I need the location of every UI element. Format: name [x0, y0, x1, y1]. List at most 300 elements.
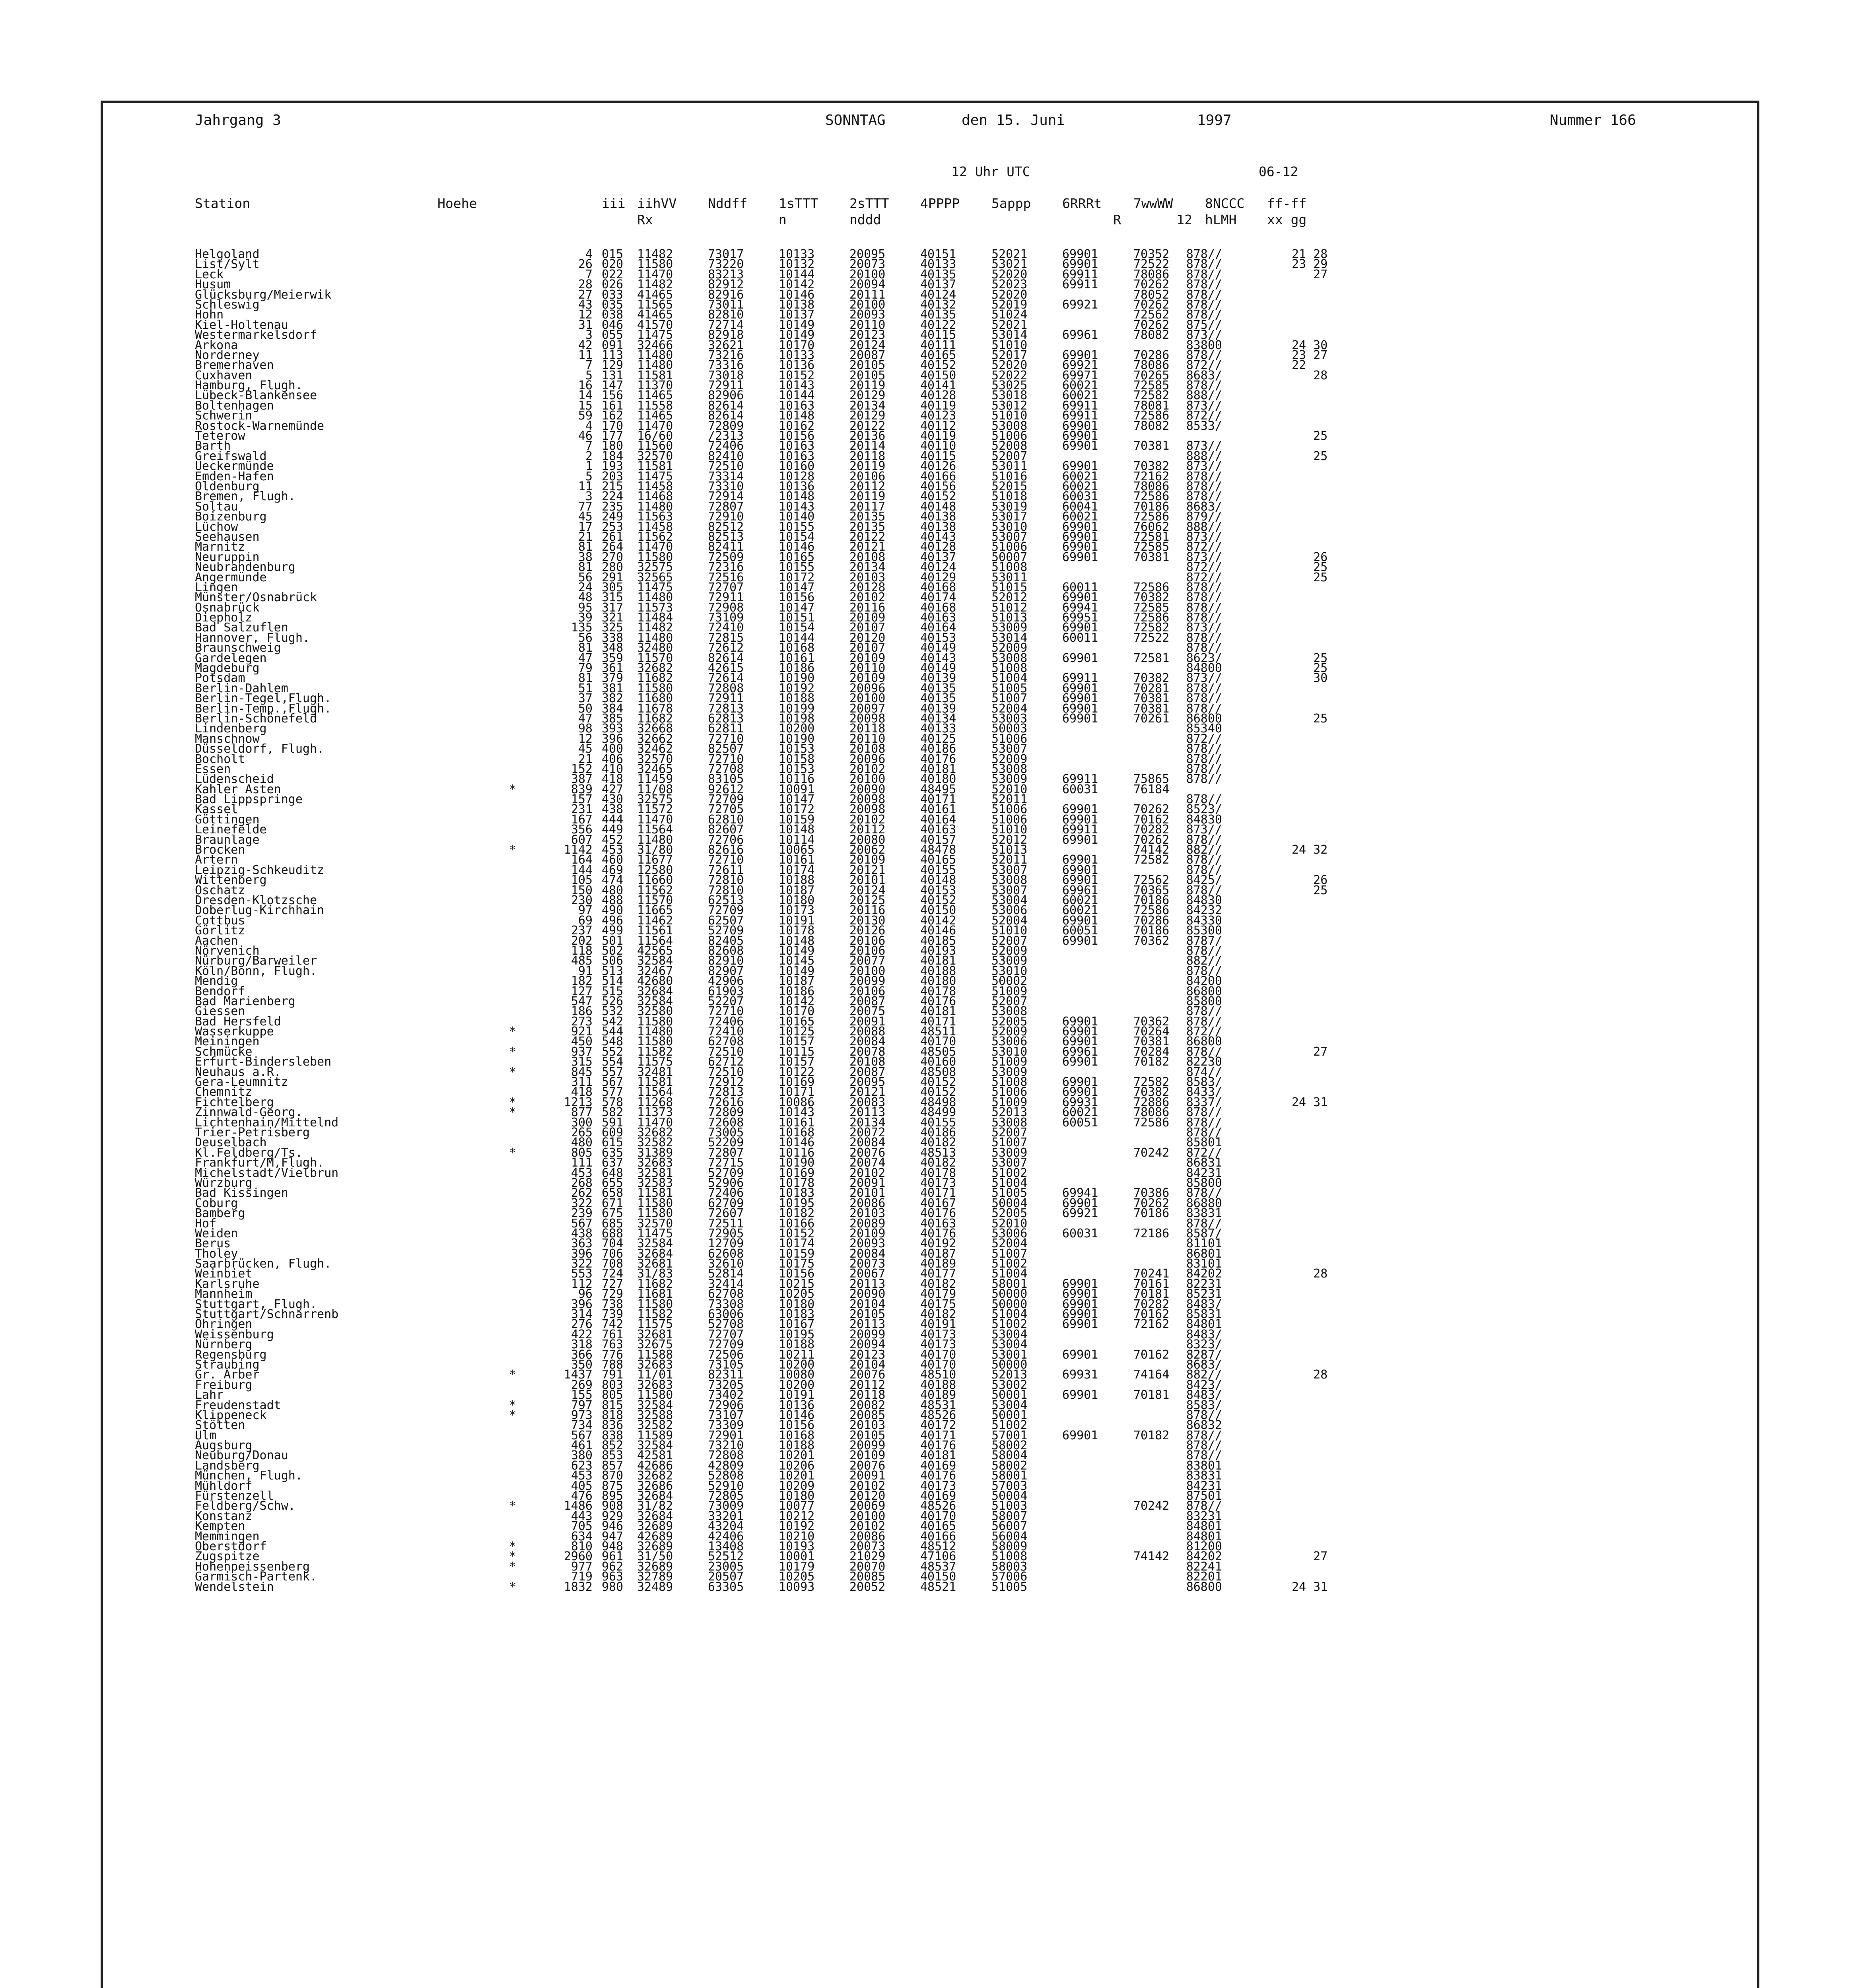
group-iihvv: 11580: [637, 1206, 673, 1221]
group-7wwww: 72582: [1133, 853, 1170, 867]
group-2sttt: 20077: [849, 954, 886, 968]
group-6rrrt: 69901: [1062, 1277, 1098, 1291]
group-7wwww: 70262: [1133, 318, 1170, 332]
group-iihvv: 12580: [637, 863, 673, 877]
station-number: 761: [602, 1327, 624, 1342]
group-4pppp: 48478: [920, 843, 956, 857]
group-4pppp: 40189: [920, 1388, 956, 1402]
group-6rrrt: 69901: [1062, 802, 1098, 817]
group-1sttt: 10192: [779, 1519, 815, 1534]
group-4pppp: 40173: [920, 1176, 956, 1190]
station-name: Lindenberg: [195, 722, 267, 736]
group-nddff: 72608: [708, 1115, 744, 1130]
group-nddff: /2313: [708, 429, 744, 443]
group-5appp: 58007: [991, 1509, 1028, 1523]
group-5appp: 58009: [991, 1540, 1028, 1553]
group-4pppp: 40152: [920, 893, 956, 907]
station-number: 177: [602, 429, 624, 443]
wind-gusts: 30: [1292, 671, 1328, 685]
group-2sttt: 20135: [849, 520, 886, 534]
station-height: 164: [571, 853, 593, 867]
group-7wwww: 78086: [1133, 267, 1170, 282]
station-height: 453: [571, 1166, 593, 1180]
station-height: 118: [571, 944, 593, 958]
group-2sttt: 20094: [849, 278, 886, 292]
group-2sttt: 20100: [849, 772, 886, 786]
group-iihvv: 32689: [637, 1540, 673, 1553]
group-4pppp: 40187: [920, 1246, 956, 1261]
group-2sttt: 20118: [849, 1388, 886, 1402]
group-6rrrt: 69901: [1062, 1307, 1098, 1322]
station-number: 515: [602, 984, 624, 998]
group-5appp: 53012: [991, 398, 1028, 413]
group-4pppp: 40133: [920, 722, 956, 736]
group-nddff: 72912: [708, 1075, 744, 1089]
station-number: 963: [602, 1570, 624, 1584]
station-height: 418: [571, 1085, 593, 1099]
wind-gusts: 28: [1292, 1368, 1328, 1382]
station-number: 325: [602, 621, 624, 635]
group-8nccc: 872//: [1186, 1145, 1222, 1160]
group-iihvv: 31/82: [637, 1499, 673, 1513]
station-height: 1142: [564, 843, 593, 857]
group-2sttt: 20105: [849, 1307, 886, 1322]
station-name: Schmücke: [195, 1044, 253, 1059]
station-number: 410: [602, 762, 624, 776]
group-4pppp: 40176: [920, 994, 956, 1008]
station-name: Münster/Osnabrück: [195, 590, 317, 605]
group-4pppp: 48498: [920, 1095, 956, 1109]
group-1sttt: 10144: [779, 631, 815, 645]
group-1sttt: 10136: [779, 479, 815, 493]
mountain-marker: *: [509, 1044, 517, 1059]
group-8nccc: 85801: [1186, 1136, 1222, 1150]
group-6rrrt: 60031: [1062, 782, 1098, 796]
group-8nccc: 878//: [1186, 1439, 1222, 1453]
group-2sttt: 20091: [849, 1014, 886, 1029]
group-2sttt: 20122: [849, 530, 886, 544]
group-7wwww: 72582: [1133, 388, 1170, 403]
station-name: Tholey: [195, 1246, 238, 1261]
group-1sttt: 10165: [779, 1014, 815, 1029]
group-7wwww: 72586: [1133, 489, 1170, 504]
group-8nccc: 8337/: [1186, 1095, 1222, 1109]
group-5appp: 53008: [991, 873, 1028, 887]
station-height: 167: [571, 812, 593, 827]
station-number: 704: [602, 1237, 624, 1251]
station-name: Berus: [195, 1237, 231, 1251]
station-number: 469: [602, 863, 624, 877]
group-6rrrt: 69901: [1062, 520, 1098, 534]
group-4pppp: 40176: [920, 1206, 956, 1221]
group-7wwww: 72586: [1133, 1115, 1170, 1130]
group-iihvv: 41465: [637, 287, 673, 302]
group-8nccc: 878//: [1186, 600, 1222, 615]
group-nddff: 72715: [708, 1156, 744, 1170]
group-iihvv: 11484: [637, 611, 673, 625]
group-1sttt: 10206: [779, 1458, 815, 1473]
group-5appp: 51006: [991, 429, 1028, 443]
station-number: 180: [602, 439, 624, 453]
group-iihvv: 11575: [637, 1317, 673, 1332]
group-2sttt: 20091: [849, 1469, 886, 1483]
group-5appp: 50000: [991, 1357, 1028, 1372]
group-7wwww: 70262: [1133, 1196, 1170, 1210]
group-5appp: 51005: [991, 1580, 1028, 1594]
group-nddff: 73009: [708, 1499, 744, 1513]
group-7wwww: 70381: [1133, 701, 1170, 716]
col-c5-top: 4PPPP: [920, 196, 960, 211]
group-nddff: 52910: [708, 1479, 744, 1493]
group-4pppp: 40163: [920, 823, 956, 837]
group-1sttt: 10159: [779, 1246, 815, 1261]
group-4pppp: 40119: [920, 398, 956, 413]
group-2sttt: 20094: [849, 1338, 886, 1352]
group-5appp: 53014: [991, 631, 1028, 645]
group-iihvv: 11480: [637, 1025, 673, 1039]
group-4pppp: 40185: [920, 934, 956, 948]
group-1sttt: 10187: [779, 974, 815, 988]
group-1sttt: 10179: [779, 1559, 815, 1574]
group-nddff: 72805: [708, 1489, 744, 1503]
station-height: 7: [585, 358, 593, 373]
group-iihvv: 11/01: [637, 1368, 673, 1382]
station-number: 427: [602, 782, 624, 796]
group-6rrrt: 69901: [1062, 1085, 1098, 1099]
group-5appp: 53006: [991, 903, 1028, 918]
station-height: 43: [578, 297, 593, 312]
group-2sttt: 20100: [849, 1509, 886, 1523]
group-nddff: 72706: [708, 833, 744, 847]
group-8nccc: 878//: [1186, 1044, 1222, 1059]
group-1sttt: 10212: [779, 1509, 815, 1523]
mountain-marker: *: [509, 1398, 517, 1412]
station-name: München, Flugh.: [195, 1469, 303, 1483]
group-5appp: 51024: [991, 308, 1028, 322]
group-8nccc: 81101: [1186, 1237, 1222, 1251]
group-5appp: 53001: [991, 1347, 1028, 1362]
group-2sttt: 20119: [849, 489, 886, 504]
group-7wwww: 70265: [1133, 368, 1170, 382]
group-1sttt: 10077: [779, 1499, 815, 1513]
group-2sttt: 20104: [849, 1297, 886, 1311]
group-nddff: 52814: [708, 1267, 744, 1281]
group-2sttt: 20093: [849, 308, 886, 322]
group-8nccc: 878//: [1186, 1004, 1222, 1019]
station-height: 396: [571, 1246, 593, 1261]
wind-gusts: 26: [1292, 550, 1328, 564]
group-5appp: 53009: [991, 1065, 1028, 1079]
group-2sttt: 20090: [849, 1287, 886, 1301]
group-1sttt: 10174: [779, 1237, 815, 1251]
group-4pppp: 40173: [920, 1338, 956, 1352]
wind-gusts: 27: [1292, 267, 1328, 282]
group-1sttt: 10145: [779, 954, 815, 968]
group-6rrrt: 60021: [1062, 469, 1098, 483]
group-6rrrt: 60011: [1062, 580, 1098, 594]
group-4pppp: 40123: [920, 409, 956, 423]
group-nddff: 72516: [708, 570, 744, 584]
group-2sttt: 20100: [849, 964, 886, 978]
group-8nccc: 86800: [1186, 1580, 1222, 1594]
group-1sttt: 10171: [779, 1085, 815, 1099]
station-number: 147: [602, 379, 624, 393]
group-5appp: 51010: [991, 924, 1028, 938]
group-nddff: 82614: [708, 409, 744, 423]
group-6rrrt: 69901: [1062, 459, 1098, 474]
group-nddff: 73309: [708, 1418, 744, 1433]
station-height: 2960: [564, 1549, 593, 1564]
group-7wwww: 72586: [1133, 580, 1170, 594]
group-6rrrt: 60041: [1062, 499, 1098, 514]
station-number: 776: [602, 1347, 624, 1362]
group-nddff: 13408: [708, 1540, 744, 1553]
group-6rrrt: 69911: [1062, 278, 1098, 292]
group-6rrrt: 69901: [1062, 247, 1098, 261]
group-iihvv: 11565: [637, 297, 673, 312]
group-iihvv: 31389: [637, 1145, 673, 1160]
group-6rrrt: 69901: [1062, 651, 1098, 665]
group-iihvv: 32584: [637, 954, 673, 968]
group-iihvv: 11475: [637, 469, 673, 483]
group-6rrrt: 69901: [1062, 853, 1098, 867]
station-name: Saarbrücken, Flugh.: [195, 1257, 332, 1271]
group-nddff: 72807: [708, 1145, 744, 1160]
group-4pppp: 40152: [920, 358, 956, 373]
group-iihvv: 11580: [637, 1196, 673, 1210]
group-5appp: 53007: [991, 863, 1028, 877]
weekday-label: SONNTAG: [825, 112, 886, 128]
station-height: 623: [571, 1458, 593, 1473]
station-number: 193: [602, 459, 624, 474]
group-1sttt: 10154: [779, 621, 815, 635]
station-number: 818: [602, 1408, 624, 1422]
station-number: 131: [602, 368, 624, 382]
station-height: 59: [578, 409, 593, 423]
group-1sttt: 10122: [779, 1065, 815, 1079]
station-height: 3: [585, 328, 593, 342]
group-2sttt: 20075: [849, 1004, 886, 1019]
group-4pppp: 40124: [920, 560, 956, 575]
group-5appp: 52007: [991, 449, 1028, 463]
station-name: Bocholt: [195, 752, 245, 766]
group-1sttt: 10161: [779, 853, 815, 867]
group-iihvv: 11470: [637, 1115, 673, 1130]
station-number: 514: [602, 974, 624, 988]
group-nddff: 82405: [708, 934, 744, 948]
group-1sttt: 10186: [779, 984, 815, 998]
group-6rrrt: 60031: [1062, 489, 1098, 504]
group-8nccc: 84231: [1186, 1166, 1222, 1180]
group-6rrrt: 69901: [1062, 621, 1098, 635]
station-number: 567: [602, 1075, 624, 1089]
group-7wwww: 75865: [1133, 772, 1170, 786]
group-8nccc: 878//: [1186, 267, 1222, 282]
group-4pppp: 40148: [920, 499, 956, 514]
station-name: Meiningen: [195, 1035, 260, 1049]
group-2sttt: 20069: [849, 1499, 886, 1513]
group-1sttt: 10165: [779, 550, 815, 564]
station-name: Öhringen: [195, 1317, 253, 1332]
station-number: 026: [602, 278, 624, 292]
station-name: Zinnwald-Georg.: [195, 1105, 303, 1120]
group-2sttt: 20118: [849, 449, 886, 463]
group-8nccc: 878//: [1186, 489, 1222, 504]
group-2sttt: 20120: [849, 631, 886, 645]
group-4pppp: 48508: [920, 1065, 956, 1079]
group-4pppp: 40126: [920, 459, 956, 474]
group-1sttt: 10188: [779, 1439, 815, 1453]
station-name: Potsdam: [195, 671, 245, 685]
group-2sttt: 20067: [849, 1267, 886, 1281]
group-iihvv: 32681: [637, 1257, 673, 1271]
station-name: Kiel-Holtenau: [195, 318, 288, 332]
station-number: 838: [602, 1428, 624, 1442]
station-height: 56: [578, 570, 593, 584]
group-2sttt: 20121: [849, 1085, 886, 1099]
group-iihvv: 11470: [637, 540, 673, 554]
group-8nccc: 8423/: [1186, 1378, 1222, 1392]
station-number: 729: [602, 1287, 624, 1301]
group-iihvv: 32467: [637, 964, 673, 978]
group-2sttt: 20102: [849, 1519, 886, 1534]
group-7wwww: 74142: [1133, 1549, 1170, 1564]
group-8nccc: 873//: [1186, 459, 1222, 474]
group-iihvv: 11678: [637, 701, 673, 716]
station-number: 156: [602, 388, 624, 403]
station-height: 480: [571, 1136, 593, 1150]
group-1sttt: 10148: [779, 489, 815, 504]
group-8nccc: 8583/: [1186, 1398, 1222, 1412]
station-height: 1437: [564, 1368, 593, 1382]
group-8nccc: 83831: [1186, 1469, 1222, 1483]
group-1sttt: 10091: [779, 782, 815, 796]
group-8nccc: 873//: [1186, 550, 1222, 564]
group-8nccc: 873//: [1186, 530, 1222, 544]
group-2sttt: 20116: [849, 903, 886, 918]
station-height: 366: [571, 1347, 593, 1362]
group-1sttt: 10149: [779, 944, 815, 958]
group-4pppp: 40152: [920, 489, 956, 504]
group-4pppp: 40172: [920, 1418, 956, 1433]
group-4pppp: 40180: [920, 974, 956, 988]
station-name: Bad Lippspringe: [195, 792, 303, 807]
group-4pppp: 40169: [920, 1458, 956, 1473]
station-number: 496: [602, 913, 624, 928]
group-5appp: 51012: [991, 600, 1028, 615]
station-name: Magdeburg: [195, 661, 260, 676]
station-height: 14: [578, 388, 593, 403]
group-6rrrt: 69901: [1062, 1025, 1098, 1039]
group-5appp: 53017: [991, 510, 1028, 524]
station-height: 1832: [564, 1580, 593, 1594]
station-height: 485: [571, 954, 593, 968]
group-1sttt: 10170: [779, 1004, 815, 1019]
group-iihvv: 32584: [637, 1439, 673, 1453]
group-6rrrt: 69921: [1062, 297, 1098, 312]
group-8nccc: 85800: [1186, 994, 1222, 1008]
group-iihvv: 32570: [637, 1216, 673, 1231]
date-label: den 15. Juni: [962, 112, 1065, 128]
group-nddff: 73017: [708, 247, 744, 261]
group-1sttt: 10200: [779, 1357, 815, 1372]
group-5appp: 53008: [991, 419, 1028, 433]
station-name: Fürstenzell: [195, 1489, 274, 1503]
group-7wwww: 72586: [1133, 903, 1170, 918]
group-4pppp: 48510: [920, 1368, 956, 1382]
group-5appp: 53008: [991, 762, 1028, 776]
station-number: 035: [602, 297, 624, 312]
group-nddff: 72709: [708, 792, 744, 807]
group-iihvv: 32565: [637, 570, 673, 584]
group-8nccc: 875//: [1186, 318, 1222, 332]
group-6rrrt: 69941: [1062, 1186, 1098, 1200]
group-nddff: 72808: [708, 1448, 744, 1463]
group-iihvv: 31/50: [637, 1549, 673, 1564]
station-height: 81: [578, 671, 593, 685]
col-c10-bottom: xx gg: [1267, 212, 1307, 227]
group-8nccc: 85831: [1186, 1307, 1222, 1322]
group-2sttt: 20073: [849, 1257, 886, 1271]
group-5appp: 51004: [991, 1307, 1028, 1322]
station-height: 16: [578, 379, 593, 393]
group-8nccc: 878//: [1186, 580, 1222, 594]
group-nddff: 62810: [708, 812, 744, 827]
station-height: 363: [571, 1237, 593, 1251]
wind-gusts: 25: [1292, 651, 1328, 665]
station-height: 265: [571, 1125, 593, 1140]
group-4pppp: 40155: [920, 863, 956, 877]
station-height: 12: [578, 308, 593, 322]
station-height: 56: [578, 631, 593, 645]
group-5appp: 52009: [991, 944, 1028, 958]
station-number: 418: [602, 772, 624, 786]
station-name: Neubrandenburg: [195, 560, 295, 575]
group-7wwww: 78086: [1133, 1105, 1170, 1120]
station-height: 12: [578, 732, 593, 746]
station-height: 422: [571, 1327, 593, 1342]
group-4pppp: 40150: [920, 903, 956, 918]
group-nddff: 72705: [708, 802, 744, 817]
group-4pppp: 40188: [920, 1378, 956, 1392]
group-6rrrt: 60021: [1062, 893, 1098, 907]
station-number: 379: [602, 671, 624, 685]
group-2sttt: 20136: [849, 429, 886, 443]
group-4pppp: 40112: [920, 419, 956, 433]
group-iihvv: 42686: [637, 1458, 673, 1473]
station-number: 453: [602, 843, 624, 857]
group-nddff: 62709: [708, 1196, 744, 1210]
group-2sttt: 20084: [849, 1246, 886, 1261]
group-6rrrt: 69901: [1062, 1428, 1098, 1442]
group-4pppp: 40151: [920, 247, 956, 261]
group-nddff: 72607: [708, 1206, 744, 1221]
group-nddff: 72710: [708, 1004, 744, 1019]
group-1sttt: 10154: [779, 530, 815, 544]
group-nddff: 32621: [708, 338, 744, 352]
group-7wwww: 70286: [1133, 348, 1170, 362]
station-name: Deuselbach: [195, 1136, 267, 1150]
group-8nccc: 8587/: [1186, 1226, 1222, 1241]
station-name: Dresden-Klotzsche: [195, 893, 317, 907]
group-8nccc: 878//: [1186, 287, 1222, 302]
group-nddff: 61903: [708, 984, 744, 998]
station-number: 361: [602, 661, 624, 676]
group-1sttt: 10193: [779, 1540, 815, 1553]
group-2sttt: 20095: [849, 247, 886, 261]
group-6rrrt: 69941: [1062, 600, 1098, 615]
group-7wwww: 78052: [1133, 287, 1170, 302]
